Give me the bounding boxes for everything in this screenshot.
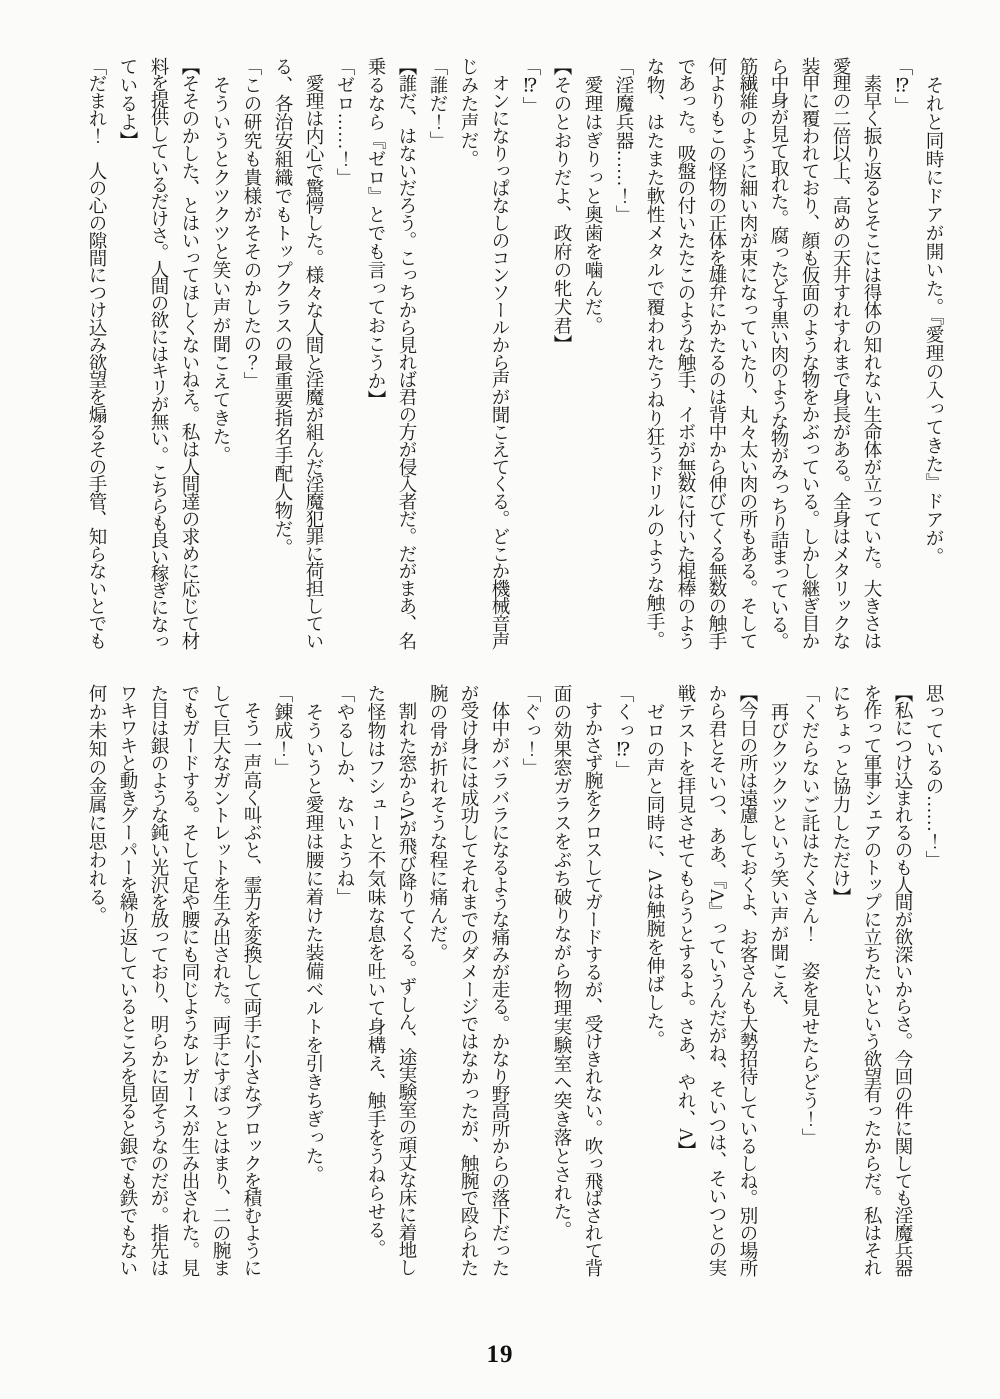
text-line: 再びクツクツという笑い声が聞こえ、 — [768, 684, 788, 1017]
text-line: 料を提供しているだけさ。人間の欲にはキリが無い。こちらも良い稼ぎになっ — [148, 57, 168, 650]
text-block-bottom — [80, 684, 948, 1276]
text-line: 「誰だ！」 — [427, 57, 447, 150]
text-line: 体中がバラバラになるような痛みが走る。かなり野高所からの落下だった — [489, 684, 509, 1277]
text-line: 「くっ⁉」 — [613, 684, 633, 779]
text-line: して巨大なガントレットを生み出された。両手にすぽっとはまり、二の腕ま — [210, 684, 230, 1277]
text-line: から君とそいつ、ああ、『Λ』っていうんだがね、そいつは、そいつとの実 — [706, 684, 726, 1276]
text-line: 乗るなら『ゼロ』とでも言っておこうか】 — [365, 57, 385, 409]
text-line: 「この研究も貴様がそそのかしたの？」 — [241, 57, 261, 390]
text-line: 筋繊維のように細い肉が束になっていたり、丸々太い肉の所もある。そして — [737, 57, 757, 650]
text-line: 「やるしか、ないようね」 — [334, 684, 354, 906]
text-line: 面の効果窓ガラスをぶち破りながら物理実験室へ突き落とされた。 — [551, 684, 571, 1239]
text-line: 「⁉」 — [520, 57, 540, 115]
text-line: る、各治安組織でもトップクラスの最重要指名手配人物だ。 — [272, 57, 292, 557]
text-line: 「くだらないご託はたくさん！ 姿を見せたらどう！」 — [799, 684, 819, 1147]
text-line: ワキワキと動きグーパーを繰り返しているところを見ると銀でも鉄でもない — [117, 684, 137, 1277]
text-block-top — [80, 57, 948, 649]
text-line: 【誰だ、はないだろう。こっちから見れば君の方が侵入者だ。だがまあ、名 — [396, 57, 416, 650]
text-line: 愛理は内心で驚愕した。様々な人間と淫魔が組んだ淫魔犯罪に荷担してい — [303, 57, 323, 650]
text-line: そういうとクツクツと笑い声が聞こえてきた。 — [210, 57, 230, 464]
page-number: 19 — [486, 1341, 514, 1368]
text-line: 素早く振り返るとそこには得体の知れない生命体が立っていた。大きさは — [861, 57, 881, 650]
text-line: が受け身には成功してそれまでのダメージではなかったが、触腕で殴られた — [458, 684, 478, 1277]
text-line: 装甲に覆われており、顔も仮面のような物をかぶっている。しかし継ぎ目か — [799, 57, 819, 650]
text-line: 愛理はぎりっと奥歯を噛んだ。 — [582, 57, 602, 335]
text-line: そういうと愛理は腰に着けた装備ベルトを引きちぎった。 — [303, 684, 323, 1184]
text-line: 「ゼロ……！」 — [334, 57, 354, 187]
text-line: 愛理の二倍以上、高めの天井すれすれまで身長がある。全身はメタリックな — [830, 57, 850, 650]
text-line: 割れた窓からΛが飛び降りてくる。ずしん、途実験室の頑丈な床に着地し — [396, 684, 416, 1276]
text-line: 「だまれ！ 人の心の隙間につけ込み欲望を煽るその手管、知らないとでも — [86, 57, 106, 650]
text-line: 「ぐっ！」 — [520, 684, 540, 777]
text-line: た怪物はフシューと不気味な息を吐いて身構え、触手をうねらせる。 — [365, 684, 385, 1258]
text-line: を作って軍事シェアのトップに立ちたいという欲望有ったからだ。私はそれ — [861, 684, 881, 1277]
text-line: た目は銀のような鈍い光沢を放っており、明らかに固そうなのだが。指先は — [148, 684, 168, 1277]
text-line: 何よりもこの怪物の正体を雄弁にかたるのは背中から伸びてくる無数の触手 — [706, 57, 726, 650]
text-line: 【私につけ込まれるのも人間が欲深いからさ。今回の件に関しても淫魔兵器 — [892, 684, 912, 1277]
text-line: オンになりっぱなしのコンソールから声が聞こえてくる。どこか機械音声 — [489, 57, 509, 650]
text-line: 「錬成！」 — [272, 684, 292, 777]
text-line: それと同時にドアが開いた。『愛理の入ってきた』ドアが。 — [923, 57, 943, 566]
text-line: 「淫魔兵器……！」 — [613, 57, 633, 224]
text-line: 戦テストを拝見させてもらうとするよ。さあ、やれ、Λ】 — [675, 684, 695, 1160]
text-line: 【そのとおりだよ、政府の牝犬君】 — [551, 57, 571, 353]
text-line: 【そそのかした、とはいってほしくないねえ。私は人間達の求めに応じて材 — [179, 57, 199, 650]
text-line: そう一声高く叫ぶと、霊力を変換して両手に小さなブロックを積むように — [241, 684, 261, 1277]
text-line: 【今日の所は遠慮しておくよ、お客さんも大勢招待しているしね。別の場所 — [737, 684, 757, 1277]
text-line: すかさず腕をクロスしてガードするが、受けきれない。吹っ飛ばされて背 — [582, 684, 602, 1277]
text-line: 腕の骨が折れそうな程に痛んだ。 — [427, 684, 447, 962]
text-line: じみた声だ。 — [458, 57, 478, 168]
text-line: ら中身が見て取れた。腐ったどす黒い肉のような物がみっちり詰まっている。 — [768, 57, 788, 650]
text-line: 何か未知の金属に思われる。 — [86, 684, 106, 925]
text-line: ているよ】 — [117, 57, 137, 150]
text-line: ゼロの声と同時に、Λは触腕を伸ばした。 — [644, 684, 664, 1049]
text-line: にちょっと協力しただけ】 — [830, 684, 850, 906]
text-line: な物、はたまた軟性メタルで覆われたうねり狂うドリルのような触手。 — [644, 57, 664, 649]
text-line: であった。吸盤の付いたたこのような触手、イボが無数に付いた棍棒のよう — [675, 57, 695, 650]
text-line: でもガードする。そして足や腰にも同じようなレガースが生み出された。見 — [179, 684, 199, 1277]
text-line: 「⁉」 — [892, 57, 912, 115]
text-line: 思っているの……！」 — [923, 684, 943, 869]
